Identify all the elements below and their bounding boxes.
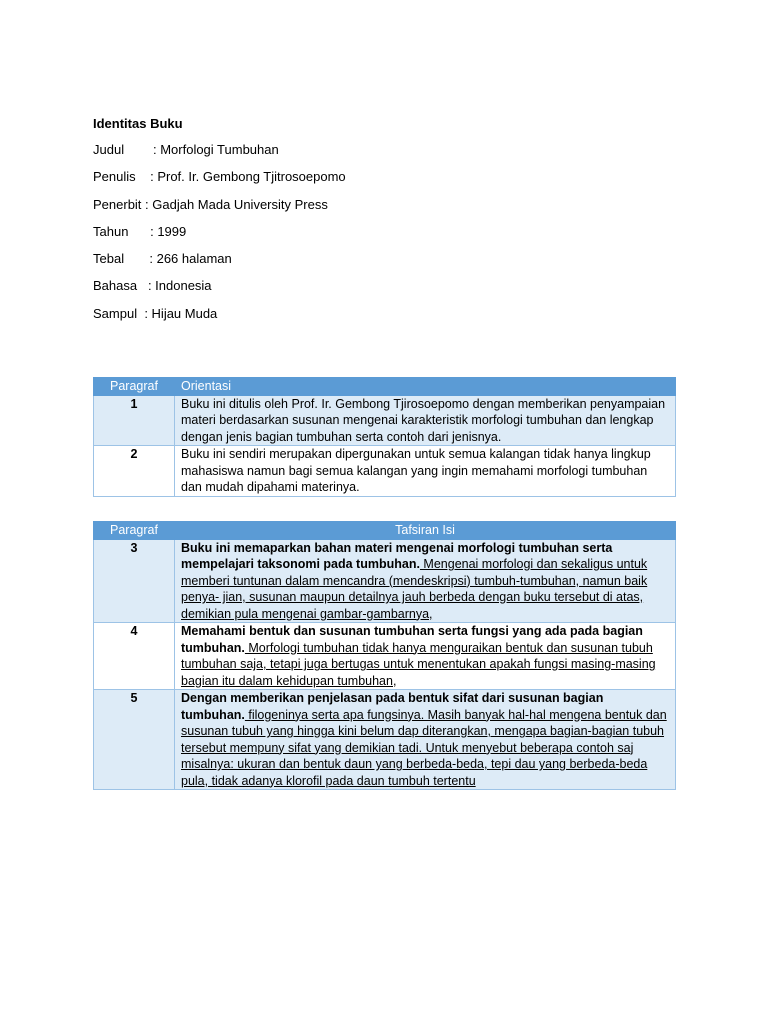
paragraph-text: Buku ini ditulis oleh Prof. Ir. Gembong Tjirosoepomo dengan memberikan penyampaian materi berdasarkan susunan mengenai karakteristik morfologi tumbuhan dan lengkap dengan jenis bagian tumbuhan serta contoh dari jenisnya. <box>175 395 676 446</box>
underlined-quote: Morfologi tumbuhan tidak hanya menguraikan bentuk dan susunan tubuh tumbuhan saja, tetapi juga bertugas untuk menentukan apakah fungsi masing-masing bagian itu dalam kehidupan tumbuhan, <box>181 640 656 688</box>
tafsiran-table <box>93 521 676 790</box>
field-bahasa <box>93 277 212 295</box>
column-header: Paragraf <box>94 522 175 540</box>
field-sampul <box>93 305 217 323</box>
paragraph-text <box>175 623 676 690</box>
paragraph-text <box>175 539 676 623</box>
bold-summary: Buku ini memaparkan bahan materi mengenai morfologi tumbuhan serta mempelajari taksonomi pada tumbuhan. <box>181 540 613 571</box>
underlined-quote: Mengenai morfologi dan sekaligus untuk memberi tuntunan dalam mencandra (mendeskripsi) tumbuh-tumbuhan, namun baik penya- jian, susunan maupun detailnya jauh berbeda dengan buku tersebut di atas, demikian pula mengenai gambar-gambarnya, <box>181 557 648 621</box>
table-row <box>94 395 676 446</box>
field-penerbit <box>93 196 328 214</box>
field-value: : 266 halaman <box>149 251 232 266</box>
field-label: Judul <box>93 142 153 157</box>
field-value: : Prof. Ir. Gembong Tjitrosoepomo <box>150 169 346 184</box>
field-value: : Indonesia <box>147 278 212 293</box>
paragraph-number: 2 <box>94 446 175 497</box>
field-tahun <box>93 223 186 241</box>
table-row <box>94 539 676 623</box>
table-header-row <box>94 522 676 540</box>
field-value: : Gadjah Mada University Press <box>145 197 328 212</box>
bold-summary: Memahami bentuk dan susunan tumbuhan serta fungsi yang ada pada bagian tumbuhan. <box>181 624 643 655</box>
table-header-row <box>94 378 676 396</box>
field-label: Sampul <box>93 306 145 321</box>
field-judul <box>93 141 279 159</box>
field-label: Tahun <box>93 224 151 239</box>
table-row <box>94 623 676 690</box>
bold-summary: Dengan memberikan penjelasan pada bentuk sifat dari susunan bagian tumbuhan. <box>181 691 604 722</box>
underlined-quote: filogeninya serta apa fungsinya. Masih banyak hal-hal mengena bentuk dan susunan tubuh yang hingga kini belum dap diterangkan, mengapa bagian-bagian tubuh tersebut mempuny sifat yang demikian tadi. Untuk menyebut beberapa contoh saj misalnya: ukuran dan bentuk daun yang berbeda-beda, tepi dau yang berbeda-beda pula, tidak adanya klorofil pada daun tumbuh tertentu <box>181 707 667 788</box>
field-value: : 1999 <box>150 224 187 239</box>
column-header: Tafsiran Isi <box>175 522 676 540</box>
field-value: : Hijau Muda <box>144 306 218 321</box>
paragraph-number: 1 <box>94 395 175 446</box>
field-label: Tebal <box>93 251 150 266</box>
paragraph-number: 5 <box>94 690 175 790</box>
field-label: Bahasa <box>93 278 148 293</box>
column-header: Orientasi <box>175 378 676 396</box>
orientasi-table <box>93 377 676 497</box>
table-row <box>94 446 676 497</box>
field-label: Penulis <box>93 169 151 184</box>
paragraph-text <box>175 690 676 790</box>
field-penulis <box>93 168 346 186</box>
field-label: Penerbit <box>93 197 146 212</box>
identity-heading: Identitas Buku <box>93 116 183 131</box>
paragraph-number: 3 <box>94 539 175 623</box>
paragraph-text: Buku ini sendiri merupakan dipergunakan untuk semua kalangan tidak hanya lingkup mahasiswa namun bagi semua kalangan yang ingin memahami morfologi tumbuhan dan mudah dipahami materinya. <box>175 446 676 497</box>
paragraph-number: 4 <box>94 623 175 690</box>
table-row <box>94 690 676 790</box>
field-value: : Morfologi Tumbuhan <box>152 142 279 157</box>
column-header: Paragraf <box>94 378 175 396</box>
field-tebal <box>93 250 232 268</box>
